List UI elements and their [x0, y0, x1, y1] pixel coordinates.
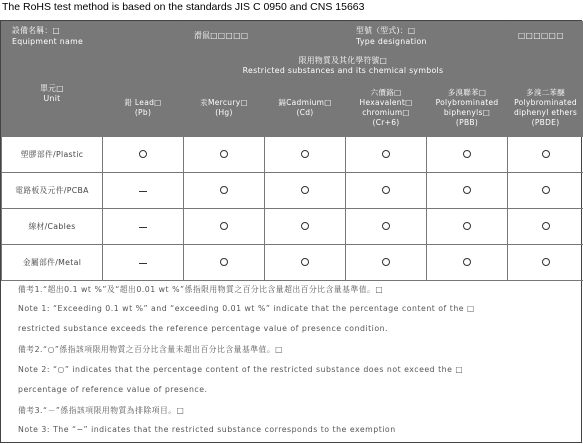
- rohs-declaration-document: [0, 20, 582, 443]
- circle-mark-icon: [382, 186, 390, 194]
- circle-mark-icon: [220, 150, 228, 158]
- substance-line: (PBDE): [531, 118, 560, 127]
- mark-cell: [427, 209, 508, 245]
- note-line: 備考2.“○”係指該項限用物質之百分比含量未超出百分比含量基準值。□: [18, 345, 283, 354]
- type-designation-label-en: Type designation: [356, 36, 427, 46]
- note-line: Note 3: The “−” indicates that the restricted substance corresponds to the exemption: [18, 425, 396, 434]
- substance-line: 汞Mercury□: [200, 98, 248, 107]
- mark-cell: [184, 209, 265, 245]
- restricted-substances-header: [103, 50, 583, 80]
- type-designation-value: □□□□□□: [508, 22, 583, 50]
- substance-line: 六價鉻□: [370, 88, 402, 97]
- dash-mark-icon: [139, 263, 147, 264]
- mark-cell: [346, 209, 427, 245]
- substance-line: 鉛 Lead□: [124, 98, 162, 107]
- unit-label-en: Unit: [43, 94, 61, 103]
- circle-mark-icon: [463, 186, 471, 194]
- dash-mark-icon: [139, 191, 147, 192]
- part-label: 塑膠部件/Plastic: [2, 137, 103, 173]
- circle-mark-icon: [463, 258, 471, 266]
- restricted-label-en: Restricted substances and its chemical symbols: [242, 65, 444, 75]
- unit-header: [2, 50, 103, 137]
- equipment-name-label-en: Equipment name: [12, 36, 84, 46]
- mark-cell: [346, 245, 427, 281]
- mark-cell: [508, 137, 583, 173]
- circle-mark-icon: [542, 258, 550, 266]
- circle-mark-icon: [301, 258, 309, 266]
- substance-line: biphenyls□: [443, 108, 491, 117]
- restricted-substances-table: [1, 21, 583, 281]
- restricted-header-row: [2, 50, 583, 80]
- circle-mark-icon: [463, 222, 471, 230]
- circle-mark-icon: [301, 150, 309, 158]
- equipment-info-row: [2, 22, 583, 50]
- mark-cell: [103, 245, 184, 281]
- circle-mark-icon: [463, 150, 471, 158]
- mark-cell: [427, 173, 508, 209]
- mark-cell: [265, 137, 346, 173]
- substance-line: 多溴二苯醚: [526, 88, 566, 97]
- substance-line: (Cr+6): [372, 118, 400, 127]
- mark-cell: [265, 209, 346, 245]
- type-designation-label-zh: 型號（型式)：□: [356, 25, 416, 35]
- unit-label-zh: 單元□: [40, 84, 64, 93]
- circle-mark-icon: [301, 186, 309, 194]
- mark-cell: [103, 209, 184, 245]
- substance-header-1: [184, 80, 265, 137]
- table-row: [2, 245, 583, 281]
- substance-line: (Hg): [215, 108, 233, 117]
- circle-mark-icon: [382, 150, 390, 158]
- substance-line: chromium□: [362, 108, 410, 117]
- table-row: [2, 209, 583, 245]
- note-line: Note 2: “○” indicates that the percentage content of the restricted substance does not exceed the □: [18, 365, 464, 374]
- note-line: Note 1: “Exceeding 0.1 wt %” and “exceeding 0.01 wt %” indicate that the percentage content of the □: [18, 304, 475, 313]
- mark-cell: [265, 173, 346, 209]
- equipment-name-cell: [2, 22, 184, 50]
- circle-mark-icon: [301, 222, 309, 230]
- restricted-label-zh: 限用物質及其化學符號□: [298, 55, 388, 65]
- circle-mark-icon: [382, 222, 390, 230]
- circle-mark-icon: [220, 258, 228, 266]
- mark-cell: [184, 173, 265, 209]
- substance-line: 多溴聯苯□: [447, 88, 487, 97]
- mark-cell: [508, 245, 583, 281]
- substance-line: (PBB): [455, 118, 479, 127]
- dash-mark-icon: [139, 227, 147, 228]
- table-row: [2, 173, 583, 209]
- rohs-method-line: The RoHS test method is based on the standards JIS C 0950 and CNS 15663: [2, 1, 365, 13]
- equipment-name-value: 滑鼠□□□□□: [184, 22, 346, 50]
- mark-cell: [508, 173, 583, 209]
- mark-cell: [346, 173, 427, 209]
- circle-mark-icon: [542, 186, 550, 194]
- circle-mark-icon: [220, 186, 228, 194]
- circle-mark-icon: [382, 258, 390, 266]
- substance-line: Polybrominated: [435, 98, 499, 107]
- mark-cell: [184, 137, 265, 173]
- mark-cell: [184, 245, 265, 281]
- table-row: [2, 137, 583, 173]
- substance-line: diphenyl ethers: [513, 108, 578, 117]
- mark-cell: [508, 209, 583, 245]
- note-line: 備考3.“－”係指該項限用物質為排除項目。□: [18, 406, 185, 415]
- note-line: percentage of reference value of presence.: [18, 385, 208, 394]
- type-designation-cell: [346, 22, 508, 50]
- circle-mark-icon: [139, 150, 147, 158]
- circle-mark-icon: [542, 222, 550, 230]
- table-body: [2, 137, 583, 281]
- note-line: 備考1.“超出0.1 wt %”及“超出0.01 wt %”係指限用物質之百分比含量超出百分比含量基準值。□: [18, 285, 384, 294]
- mark-cell: [427, 137, 508, 173]
- circle-mark-icon: [542, 150, 550, 158]
- substance-header-4: [427, 80, 508, 137]
- substance-header-2: [265, 80, 346, 137]
- substance-header-0: [103, 80, 184, 137]
- substance-line: Hexavalent□: [359, 98, 413, 107]
- substance-header-3: [346, 80, 427, 137]
- equipment-name-label-zh: 設備名稱：□: [12, 25, 61, 35]
- mark-cell: [265, 245, 346, 281]
- part-label: 金屬部件/Metal: [2, 245, 103, 281]
- part-label: 電路板及元件/PCBA: [2, 173, 103, 209]
- note-line: restricted substance exceeds the reference percentage value of presence condition.: [18, 324, 389, 333]
- substance-header-5: [508, 80, 583, 137]
- substance-line: (Pb): [134, 108, 152, 117]
- substance-line: Polybrominated: [514, 98, 577, 107]
- mark-cell: [103, 137, 184, 173]
- mark-cell: [346, 137, 427, 173]
- substance-line: (Cd): [296, 108, 314, 117]
- circle-mark-icon: [220, 222, 228, 230]
- substance-line: 鎘Cadmium□: [278, 98, 332, 107]
- mark-cell: [427, 245, 508, 281]
- mark-cell: [103, 173, 184, 209]
- part-label: 線材/Cables: [2, 209, 103, 245]
